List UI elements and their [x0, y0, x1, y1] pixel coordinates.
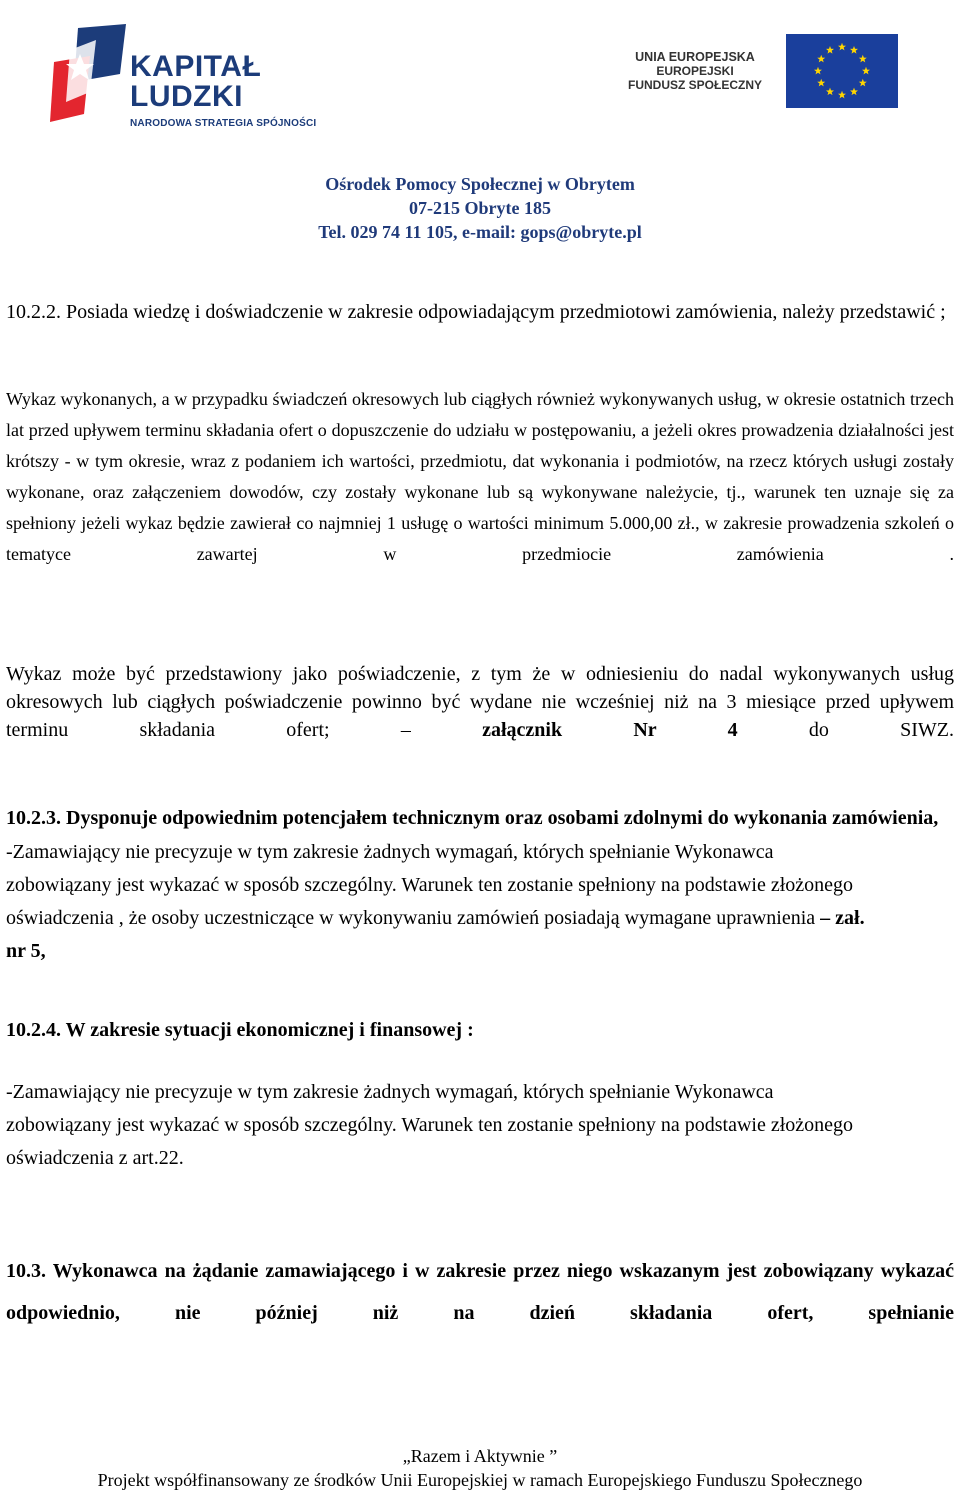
kapital-ludzki-emblem-icon: [50, 22, 130, 127]
paragraph-2-text: Wykaz może być przedstawiony jako poświadczenie, z tym że w odniesieniu do nadal wykonywanych usług okresowych lub ciągłych poświadczenie powinno być wydane nie wcześniej niż na 3 miesiące przed upływem terminu składania ofert; –: [6, 663, 954, 741]
institution-address: 07-215 Obryte 185: [409, 198, 551, 218]
section-10-2-4-text: -Zamawiający nie precyzuje w tym zakresie żadnych wymagań, których spełnianie Wykonawca zobowiązany jest wykazać w sposób szczególny. Warunek ten zostanie spełniony na podstawie złożonego oświadczenia z art.22.: [6, 1081, 854, 1169]
eu-flag-icon: [786, 34, 898, 108]
section-10-2-2-paragraph-2: [6, 660, 954, 744]
institution-name: Ośrodek Pomocy Społecznej w Obrytem: [325, 174, 635, 194]
eu-logo-line3: FUNDUSZ SPOŁECZNY: [627, 78, 762, 92]
section-10-2-3-text: -Zamawiający nie precyzuje w tym zakresie żadnych wymagań, których spełnianie Wykonawca zobowiązany jest wykazać w sposób szczególny. Warunek ten zostanie spełniony na podstawie złożonego oświadczenia , że osoby uczestniczące w wykonywaniu zamówień posiadają wymagane uprawnienia – zał. nr 5,: [6, 841, 865, 962]
kapital-ludzki-logo: [50, 22, 360, 127]
section-10-2-3: [6, 804, 954, 968]
section-10-2-4-heading: 10.2.4. W zakresie sytuacji ekonomicznej i finansowej :: [6, 1019, 474, 1041]
attachment-5-reference: – zał. nr 5,: [6, 907, 865, 962]
section-10-3-text: 10.3. Wykonawca na żądanie zamawiającego i w zakresie przez niego wskazanym jest zobowiązany wykazać odpowiednio, nie później niż na dzień składania ofert, spełnianie: [6, 1260, 954, 1324]
eu-logo-line1: UNIA EUROPEJSKA: [635, 50, 755, 64]
section-10-2-3-heading: 10.2.3. Dysponuje odpowiednim potencjałem technicznym oraz osobami zdolnymi do wykonania zamówienia,: [6, 807, 939, 829]
section-10-2-2-paragraph-1: Wykaz wykonanych, a w przypadku świadczeń okresowych lub ciągłych również wykonywanych usług, w okresie ostatnich trzech lat przed upływem terminu składania ofert o dopuszczenie do udziału w postępowaniu, a jeżeli okres prowadzenia działalności jest krótszy - w tym okresie, wraz z podaniem ich wartości, przedmiotu, dat wykonania i podmiotów, na rzecz których usługi zostały wykonane, oraz załączeniem dowodów, czy zostały wykonane lub są wykonywane należycie, tj., warunek ten uznaje się za spełniony jeżeli wykaz będzie zawierał co najmniej 1 usługę o wartości minimum 5.000,00 zł., w zakresie prowadzenia szkoleń o tematyce zawartej w przedmiocie zamówienia .: [6, 389, 954, 564]
eu-logo-line2: EUROPEJSKI: [656, 64, 734, 78]
attachment-4-reference: załącznik Nr 4: [482, 719, 738, 741]
footer: [0, 1444, 960, 1492]
paragraph-2-end: do SIWZ.: [737, 719, 954, 741]
eu-efs-logo: [610, 30, 930, 110]
kapital-ludzki-subtitle: NARODOWA STRATEGIA SPÓJNOŚCI: [130, 118, 317, 129]
footer-project-note: Projekt współfinansowany ze środków Unii Europejskiej w ramach Europejskiego Funduszu Społecznego: [97, 1470, 863, 1490]
kapital-ludzki-title: KAPITAŁ LUDZKI: [130, 50, 262, 113]
footer-slogan: „Razem i Aktywnie ”: [402, 1446, 558, 1466]
institution-block: [0, 172, 960, 244]
institution-contact: Tel. 029 74 11 105, e-mail: gops@obryte.pl: [318, 222, 642, 242]
section-10-2-2-heading: 10.2.2. Posiada wiedzę i doświadczenie w zakresie odpowiadającym przedmiotowi zamówienia, należy przedstawić ;: [6, 301, 946, 323]
